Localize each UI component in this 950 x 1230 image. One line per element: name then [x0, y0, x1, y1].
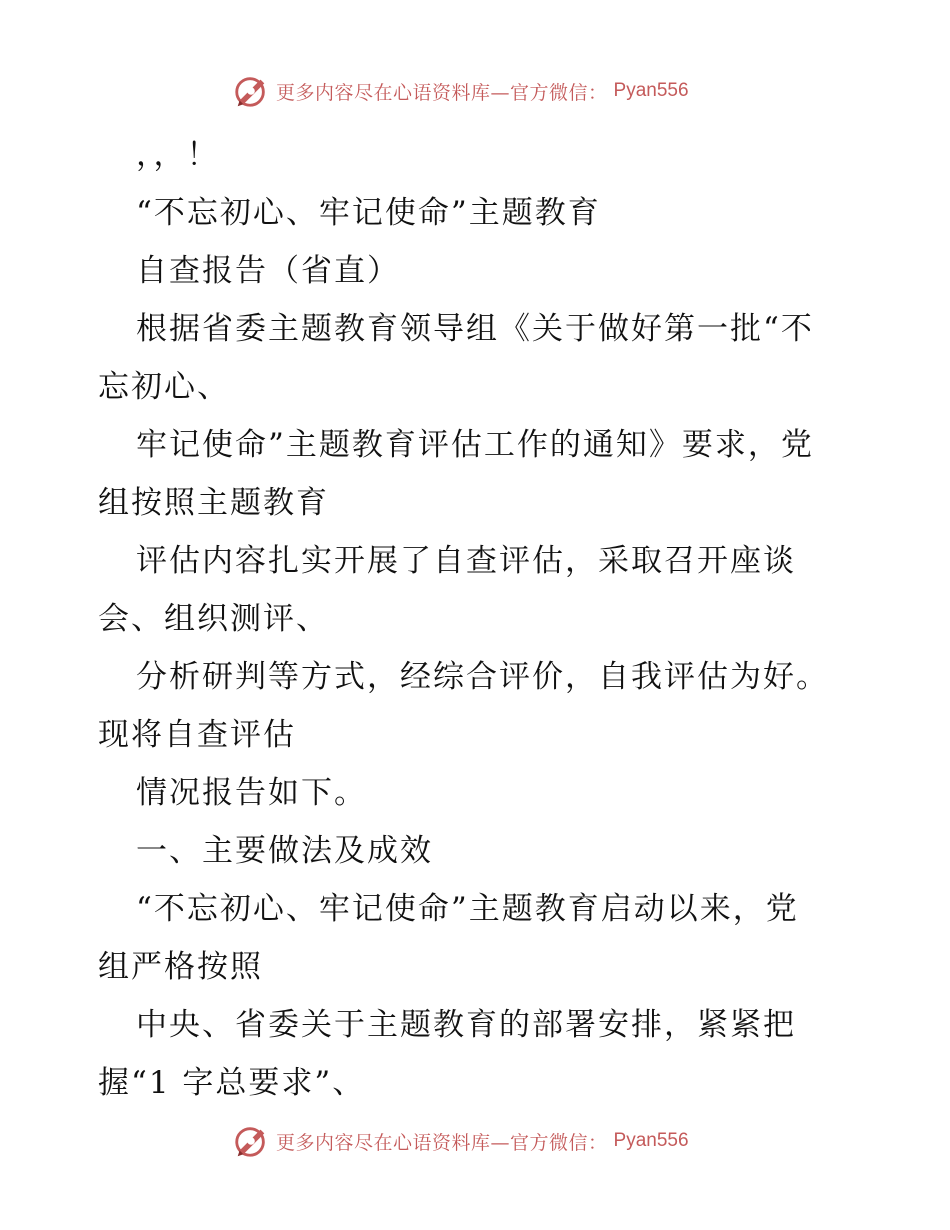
text-line-16: 中央、省委关于主题教育的部署安排，紧紧把: [136, 1007, 796, 1043]
text-line-14: “不忘初心、牢记使命”主题教育启动以来，党: [136, 891, 799, 927]
header-banner-text: 更多内容尽在心语资料库—官方微信：: [276, 81, 608, 104]
section-heading-1: 一、主要做法及成效: [136, 833, 433, 869]
text-line-17: 握“1 字总要求”、: [98, 1065, 366, 1101]
text-line-11: 现将自查评估: [98, 717, 296, 753]
text-line-9: 会、组织测评、: [98, 601, 329, 637]
text-line-10: 分析研判等方式，经综合评价，自我评估为好。: [136, 659, 829, 695]
document-title: “不忘初心、牢记使命”主题教育: [136, 195, 601, 231]
text-line-6: 牢记使命”主题教育评估工作的通知》要求，党: [136, 427, 814, 463]
text-line-8: 评估内容扎实开展了自查评估，采取召开座谈: [136, 543, 796, 579]
footer-banner-wechat-id: Pyan556: [613, 1130, 689, 1151]
text-line-4: 根据省委主题教育领导组《关于做好第一批“不: [136, 311, 814, 347]
document-subtitle: 自查报告（省直）: [136, 253, 400, 289]
document-body: [98, 126, 878, 1112]
header-banner-wechat-id: Pyan556: [613, 80, 689, 101]
header-banner: [232, 71, 689, 111]
text-line-15: 组严格按照: [98, 949, 263, 985]
text-line-1: ，，！: [136, 137, 220, 173]
footer-banner: [232, 1121, 689, 1161]
footer-banner-text: 更多内容尽在心语资料库—官方微信：: [276, 1131, 608, 1154]
text-line-12: 情况报告如下。: [136, 775, 367, 811]
pen-circle-logo-icon: [232, 72, 270, 110]
text-line-7: 组按照主题教育: [98, 485, 329, 521]
text-line-5: 忘初心、: [98, 369, 230, 405]
pen-circle-logo-icon: [232, 1122, 270, 1160]
